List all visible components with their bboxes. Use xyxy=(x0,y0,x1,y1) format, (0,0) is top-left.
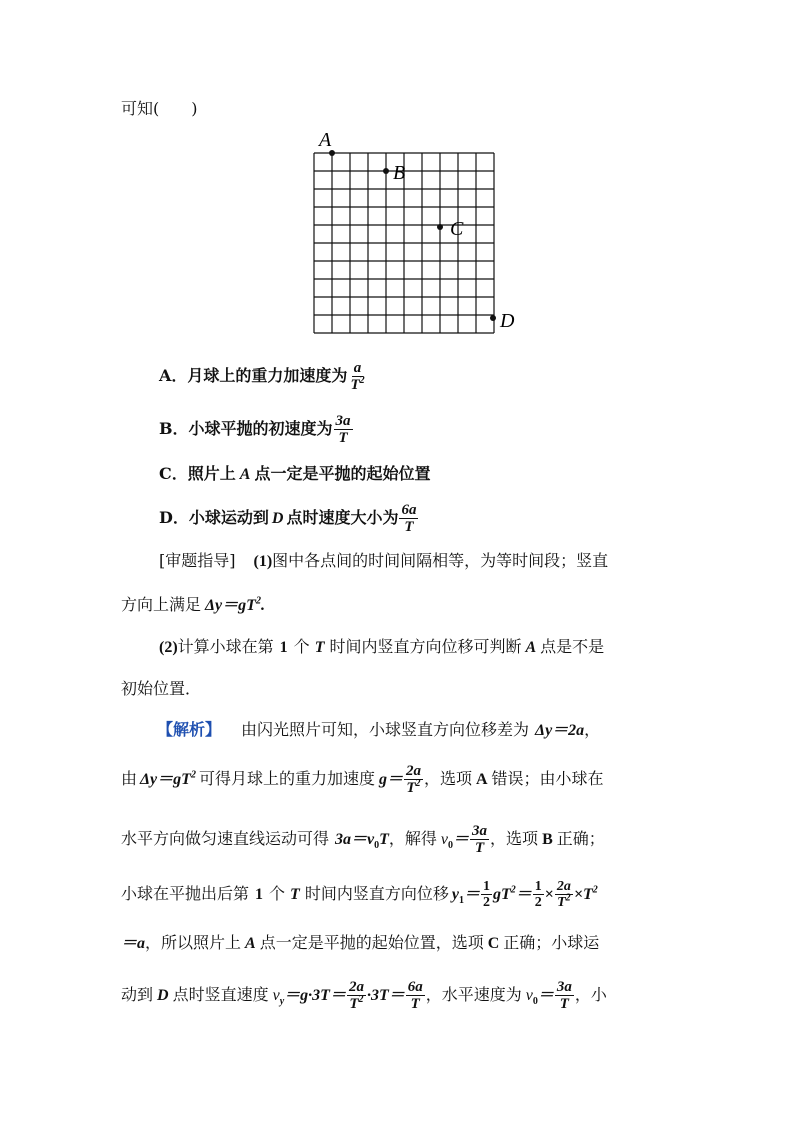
analysis-l5-A: A xyxy=(245,935,256,952)
analysis-l3-text-a: 水平方向做匀速直线运动可得 xyxy=(121,829,330,848)
option-a-fraction xyxy=(348,360,366,393)
option-d-var: D xyxy=(271,510,284,527)
question-stem xyxy=(121,98,198,120)
guide-line-1 xyxy=(159,550,608,573)
analysis-l2-option-a: A xyxy=(475,771,488,788)
analysis-l4-text-b: 个 xyxy=(269,884,286,903)
option-a-letter: A． xyxy=(159,366,188,385)
guide-line-3 xyxy=(159,636,604,659)
option-d xyxy=(159,502,419,535)
analysis-l1-end: ， xyxy=(584,720,601,739)
option-b-denominator: T xyxy=(338,430,348,446)
analysis-l5-text-c: 点一定是平抛的起始位置，选项 xyxy=(259,933,484,952)
guide-p1-number: (1) xyxy=(253,553,273,570)
guide-p2-line2: 初始位置． xyxy=(121,679,202,698)
point-a-label: A xyxy=(319,129,332,151)
analysis-l6-fraction-1: $\frac{2a}{T^2}$ xyxy=(348,979,364,1012)
analysis-l6-3T: ·3T＝ xyxy=(366,987,405,1004)
analysis-l4-fraction: $\frac{2a}{T^2}$ xyxy=(556,879,571,910)
option-b-fraction xyxy=(334,413,353,446)
option-b-numerator: 3a xyxy=(335,413,351,429)
point-d-dot xyxy=(490,315,496,321)
analysis-tag: 【解析】 xyxy=(157,720,222,739)
point-a xyxy=(317,129,335,156)
guide-p2-text-b: 个 xyxy=(293,637,310,656)
guide-line-2 xyxy=(121,594,265,617)
guide-p2-text-c: 时间内竖直方向位移可判断 xyxy=(329,637,522,656)
option-d-numerator: 6a xyxy=(401,502,417,518)
option-a xyxy=(159,360,368,393)
analysis-l3-v0: $v_0=$ xyxy=(440,831,470,852)
option-b-text: 小球平抛的初速度为 xyxy=(188,419,333,438)
analysis-l5-option-c: C xyxy=(487,935,500,952)
point-c xyxy=(437,218,464,240)
guide-line-4 xyxy=(121,678,201,700)
point-c-dot xyxy=(437,224,443,230)
analysis-l2-text-c: ，选项 xyxy=(423,769,472,788)
analysis-l3-text-c: ，选项 xyxy=(490,829,539,848)
option-a-numerator: a xyxy=(353,360,362,376)
guide-p2-text-d: 点是不是 xyxy=(540,637,605,656)
point-b-dot xyxy=(383,168,389,174)
guide-p2-text-a: 计算小球在第 xyxy=(177,637,274,656)
option-b-letter: B． xyxy=(159,419,189,438)
analysis-l1-text: 由闪光照片可知，小球竖直方向位移差为 xyxy=(241,720,530,739)
guide-p1-formula: $\Delta y=gT^2$. xyxy=(205,595,265,614)
point-b-label: B xyxy=(393,162,406,184)
analysis-l1-formula: Δy＝2a xyxy=(535,722,585,739)
option-a-denominator: $T^2$ xyxy=(350,375,365,393)
option-b xyxy=(159,413,354,446)
option-c-var: A xyxy=(239,466,251,483)
guide-p1-line2: 方向上满足 xyxy=(121,595,202,614)
option-d-text-pre: 小球运动到 xyxy=(188,508,269,527)
analysis-l4-half-2: $\frac{1}{2}$ xyxy=(534,879,542,910)
analysis-line-3 xyxy=(121,823,605,856)
analysis-l2-fraction: $\frac{2a}{T^2}$ xyxy=(405,763,421,796)
option-c-letter: C． xyxy=(159,464,188,483)
analysis-l3-formula: $3a=v_0T$ xyxy=(335,831,389,852)
analysis-l3-text-b: ，解得 xyxy=(388,829,437,848)
analysis-line-6 xyxy=(121,979,607,1012)
analysis-l6-g3T: g·3T＝ xyxy=(300,987,346,1004)
option-d-text-post: 点时速度大小为 xyxy=(286,508,399,527)
analysis-l2-formula: $\Delta y=gT^2$ xyxy=(140,769,196,788)
analysis-l2-g: g＝ xyxy=(378,771,403,788)
point-c-label: C xyxy=(450,218,464,240)
option-c xyxy=(159,463,430,486)
analysis-l6-D: D xyxy=(157,987,169,1004)
analysis-l6-text-b: 点时竖直速度 xyxy=(172,985,269,1004)
analysis-l4-T: T xyxy=(290,886,300,903)
option-a-text: 月球上的重力加速度为 xyxy=(187,366,348,385)
analysis-l4-text-a: 小球在平抛出后第 xyxy=(121,884,250,903)
analysis-l2-text-d: 错误；由小球在 xyxy=(491,769,604,788)
analysis-l4-half-1: $\frac{1}{2}$ xyxy=(482,879,490,910)
guide-tag: [审题指导] xyxy=(159,551,236,570)
analysis-line-4: 小球在平抛出后第 1 个 T 时间内竖直方向位移 $y_1=$ $\frac{1}{2}$ $gT^2=$ $\frac{1}{2}$ × $\frac{2a}{T^2}$ $\times T^2$ xyxy=(121,879,598,910)
option-d-letter: D． xyxy=(159,508,189,527)
analysis-l6-text-c: ，水平速度为 xyxy=(425,985,522,1004)
analysis-line-5 xyxy=(121,932,599,955)
analysis-l4-one: 1 xyxy=(255,886,264,903)
analysis-l6-text-d: ，小 xyxy=(574,985,607,1004)
analysis-l4-y1: $y_1=$ xyxy=(451,886,480,907)
analysis-l6-vy: $v_y=$ xyxy=(272,987,301,1008)
analysis-l5-text-b: ，所以照片上 xyxy=(145,933,242,952)
analysis-l4-gT2: $gT^2=$ xyxy=(492,884,532,903)
analysis-l3-option-b: B xyxy=(542,831,553,848)
guide-p2-one: 1 xyxy=(279,639,288,656)
analysis-l2-text-a: 由 xyxy=(121,769,138,788)
analysis-l3-fraction: $\frac{3a}{T}$ xyxy=(472,823,488,856)
analysis-l6-fraction-2: $\frac{6a}{T}$ xyxy=(407,979,423,1012)
guide-p2-A: A xyxy=(525,639,537,656)
option-d-denominator: T xyxy=(404,519,414,535)
point-d-label: D xyxy=(500,310,515,332)
analysis-l3-text-d: 正确； xyxy=(556,829,605,848)
option-d-fraction xyxy=(399,502,418,535)
guide-p1-text: 图中各点间的时间间隔相等，为等时间段；竖直 xyxy=(272,551,609,570)
analysis-l6-fraction-3: $\frac{3a}{T}$ xyxy=(556,979,572,1012)
option-c-text-pre: 照片上 xyxy=(187,464,236,483)
option-c-text-post: 点一定是平抛的起始位置 xyxy=(254,464,431,483)
guide-p2-T: T xyxy=(314,639,325,656)
analysis-l4-text-c: 时间内竖直方向位移 xyxy=(304,884,449,903)
guide-p2-number: (2) xyxy=(159,639,178,656)
analysis-line-1 xyxy=(157,719,600,742)
flash-photo-grid-figure xyxy=(300,124,530,342)
question-stem-text: 可知( ) xyxy=(121,99,198,118)
analysis-l5-formula: ＝a xyxy=(121,935,146,952)
analysis-l6-text-a: 动到 xyxy=(121,985,154,1004)
analysis-line-2 xyxy=(121,763,604,796)
analysis-l6-v0: $v_0=$ xyxy=(525,987,554,1008)
analysis-l4-times-T2: $\times T^2$ xyxy=(573,884,598,903)
analysis-l5-text-d: 正确；小球运 xyxy=(503,933,600,952)
analysis-l2-text-b: 可得月球上的重力加速度 xyxy=(198,769,375,788)
